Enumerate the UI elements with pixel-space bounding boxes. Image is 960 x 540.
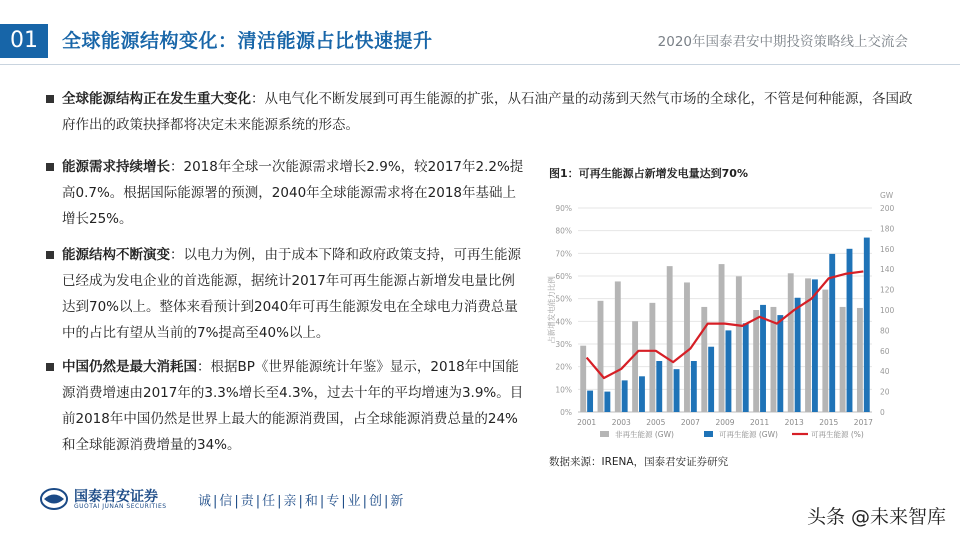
bar-non-renewable bbox=[719, 264, 725, 412]
x-tick-label: 2003 bbox=[611, 418, 631, 427]
chart-source: 数据来源：IRENA，国泰君安证券研究 bbox=[549, 456, 729, 468]
bar-renewable bbox=[622, 380, 628, 412]
bar-non-renewable bbox=[753, 310, 759, 412]
x-tick-label: 2007 bbox=[680, 418, 700, 427]
bullet-body: ：以电力为例，由于成本下降和政府政策支持，可再生能源已经成为发电企业的首选能源，据统计2017年可再生能源占新增发电量比例达到70%以上。整体来看预计到2040年可再生能源发电在全球电力消费总量中的占比有望从当前的7%提高至40%以上。 bbox=[62, 247, 521, 341]
slide-header bbox=[0, 18, 960, 64]
footer-motto: 诚|信|责|任|亲|和|专|业|创|新 bbox=[198, 494, 406, 509]
bullet-body: ：根据BP《世界能源统计年鉴》显示，2018年中国能源消费增速由2017年的3.3%增长至4.3%，过去十年的平均增速为3.9%。目前2018年中国仍然是世界上最大的能源消费国，占全球能源消费总量的24%和全球能源消费增量的34%。 bbox=[62, 359, 524, 453]
bar-renewable bbox=[743, 323, 749, 412]
bullet-intro bbox=[46, 86, 916, 138]
slide-number: 01 bbox=[0, 24, 48, 58]
bar-renewable bbox=[639, 376, 645, 412]
bullet-lead: 中国仍然是最大消耗国 bbox=[62, 359, 197, 375]
bullet-structure bbox=[46, 242, 526, 346]
bar-non-renewable bbox=[615, 281, 621, 412]
x-tick-label: 2015 bbox=[819, 418, 839, 427]
bar-non-renewable bbox=[598, 301, 604, 412]
bar-renewable bbox=[812, 279, 818, 412]
bar-renewable bbox=[674, 369, 680, 412]
bar-renewable bbox=[760, 305, 766, 412]
x-tick-label: 2001 bbox=[577, 418, 597, 427]
bar-renewable bbox=[726, 330, 732, 412]
bullet-lead: 全球能源结构正在发生重大变化 bbox=[62, 91, 251, 107]
right-tick-label: 160 bbox=[880, 244, 895, 254]
x-tick-label: 2009 bbox=[715, 418, 735, 427]
footer-brand: 国泰君安证券 bbox=[74, 489, 158, 505]
x-tick-label: 2017 bbox=[853, 418, 873, 427]
bar-non-renewable bbox=[580, 346, 586, 412]
bullet-body: ：从电气化不断发展到可再生能源的扩张，从石油产量的动荡到天然气市场的全球化，不管是何种能源，各国政府作出的政策抉择都将决定未来能源系统的形态。 bbox=[62, 91, 913, 133]
bar-renewable bbox=[795, 298, 801, 412]
bar-non-renewable bbox=[822, 290, 828, 412]
right-tick-label: 100 bbox=[880, 306, 895, 315]
x-tick-label: 2005 bbox=[646, 418, 666, 427]
right-tick-label: 20 bbox=[880, 387, 890, 397]
left-tick-label: 60% bbox=[555, 272, 572, 281]
bullet-demand bbox=[46, 154, 526, 232]
bar-non-renewable bbox=[736, 276, 742, 412]
bullet-lead: 能源结构不断演变 bbox=[62, 247, 170, 263]
left-tick-label: 70% bbox=[555, 249, 572, 259]
watermark: 头条 @未来智库 bbox=[806, 506, 946, 528]
bar-non-renewable bbox=[840, 307, 846, 412]
brand-logo-icon bbox=[40, 488, 68, 510]
bar-non-renewable bbox=[788, 273, 794, 412]
right-tick-label: 140 bbox=[880, 265, 895, 275]
legend-label: 可再生能源 (GW) bbox=[719, 430, 778, 439]
bullet-lead: 能源需求持续增长 bbox=[62, 159, 170, 175]
bullet-square-icon bbox=[46, 95, 54, 103]
chart-title: 图1：可再生能源占新增发电量达到70% bbox=[549, 167, 748, 180]
bar-renewable bbox=[656, 361, 662, 412]
bar-renewable bbox=[604, 392, 610, 412]
bar-renewable bbox=[777, 315, 783, 412]
right-tick-label: 80 bbox=[880, 326, 890, 336]
bar-non-renewable bbox=[632, 321, 638, 412]
left-tick-label: 80% bbox=[555, 226, 572, 236]
x-tick-label: 2013 bbox=[784, 418, 804, 427]
left-tick-label: 30% bbox=[555, 340, 572, 349]
bar-renewable bbox=[691, 361, 697, 412]
bar-non-renewable bbox=[701, 307, 707, 412]
left-tick-label: 20% bbox=[555, 362, 572, 372]
bullet-body: ：2018年全球一次能源需求增长2.9%，较2017年2.2%提高0.7%。根据国际能源署的预测，2040年全球能源需求将在2018年基础上增长25%。 bbox=[62, 159, 524, 227]
chart-svg bbox=[542, 182, 916, 450]
left-tick-label: 10% bbox=[555, 385, 572, 395]
line-renewable-share bbox=[587, 271, 864, 378]
bullet-square-icon bbox=[46, 163, 54, 171]
legend-label: 非再生能源 (GW) bbox=[615, 430, 674, 439]
right-tick-label: 180 bbox=[880, 224, 895, 234]
chart-area bbox=[542, 182, 916, 450]
left-tick-label: 0% bbox=[560, 408, 572, 417]
bar-renewable bbox=[587, 391, 593, 412]
bar-non-renewable bbox=[649, 303, 655, 412]
legend-label: 可再生能源 (%) bbox=[811, 430, 864, 439]
right-tick-label: 60 bbox=[880, 346, 890, 356]
left-axis-label: 占新增发电能力比例 bbox=[547, 276, 556, 344]
header-divider bbox=[0, 64, 960, 65]
bar-non-renewable bbox=[667, 266, 673, 412]
right-tick-label: 40 bbox=[880, 367, 890, 377]
left-tick-label: 40% bbox=[555, 317, 572, 327]
footer-brand-en: GUOTAI JUNAN SECURITIES bbox=[74, 503, 167, 510]
right-tick-label: 0 bbox=[880, 408, 885, 417]
bar-non-renewable bbox=[684, 282, 690, 412]
right-tick-label: 120 bbox=[880, 285, 895, 295]
bullet-square-icon bbox=[46, 363, 54, 371]
bar-non-renewable bbox=[857, 308, 863, 412]
left-tick-label: 90% bbox=[555, 204, 572, 213]
left-tick-label: 50% bbox=[555, 294, 572, 304]
x-tick-label: 2011 bbox=[750, 418, 770, 427]
bar-renewable bbox=[708, 347, 714, 412]
legend-swatch bbox=[704, 431, 713, 437]
right-axis-unit: GW bbox=[880, 191, 894, 200]
event-name: 2020年国泰君安中期投资策略线上交流会 bbox=[657, 34, 908, 50]
slide-title: 全球能源结构变化：清洁能源占比快速提升 bbox=[62, 30, 433, 52]
bar-renewable bbox=[864, 238, 870, 412]
bullet-china bbox=[46, 354, 526, 458]
right-tick-label: 200 bbox=[880, 204, 895, 213]
legend-swatch bbox=[600, 431, 609, 437]
bullet-square-icon bbox=[46, 251, 54, 259]
